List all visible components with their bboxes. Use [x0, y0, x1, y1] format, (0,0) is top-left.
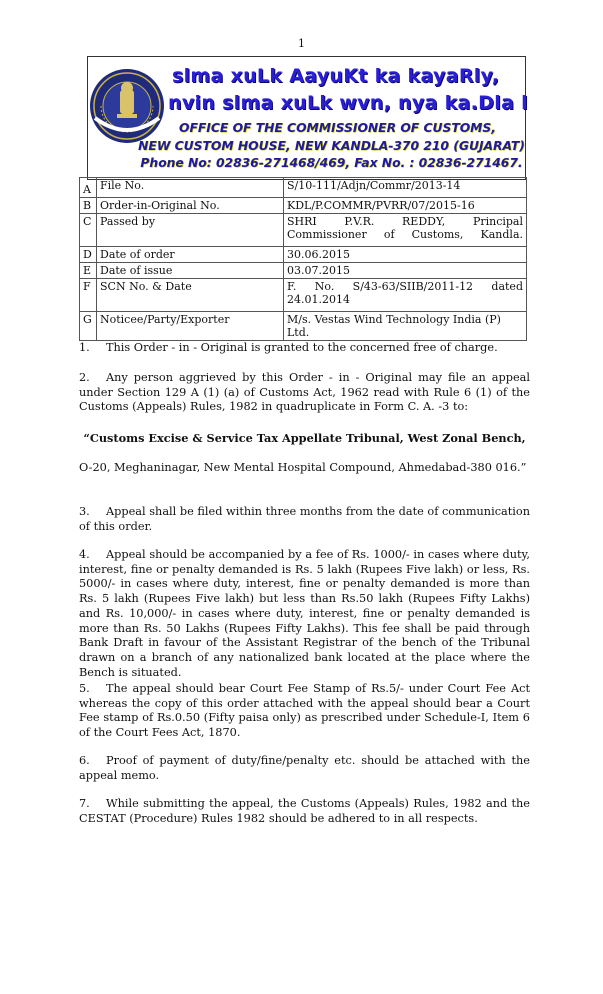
table-row	[80, 178, 527, 198]
paragraph-number: 1.	[79, 341, 90, 354]
header-hindi-line-2: nvin slma xuLk wvn, nya ka.Dla l	[168, 92, 528, 114]
paragraph-text: Proof of payment of duty/fine/penalty etc. should be attached with the appeal memo.	[79, 754, 530, 782]
table-row	[80, 247, 527, 263]
row-value: M/s. Vestas Wind Technology India (P) Ltd.	[284, 312, 527, 341]
row-letter: B	[80, 198, 97, 214]
paragraph-number: 5.	[79, 682, 90, 695]
row-label: Date of issue	[97, 263, 284, 279]
paragraph-number: 2.	[79, 371, 90, 384]
row-value: F. No. S/43-63/SIIB/2011-12 dated 24.01.2014	[284, 279, 527, 312]
paragraph-number: 7.	[79, 797, 90, 810]
office-phone: Phone No: 02836-271468/469, Fax No. : 02836-271467.	[140, 156, 523, 170]
table-row	[80, 214, 527, 247]
paragraph-text: Appeal should be accompanied by a fee of Rs. 1000/- in cases where duty, interest, fine or penalty demanded is Rs. 5 lakh (Rupees Five lakh) or less, Rs. 5000/- in cases where duty, interest, fine or penalty demanded is more than Rs. 5 lakh (Rupees Five lakh) but less than Rs.50 lakh (Rupees Fifty Lakhs) and Rs. 10,000/- in cases where duty, interest, fine or penalty demanded is more than Rs. 50 Lakhs (Rupees Fifty Lakhs). This fee shall be paid through Bank Draft in favour of the Assistant Registrar of the bench of the Tribunal drawn on a branch of any nationalized bank located at the place where the Bench is situated.	[79, 548, 530, 679]
paragraph-number: 4.	[79, 548, 90, 561]
row-letter: D	[80, 247, 97, 263]
row-letter: E	[80, 263, 97, 279]
paragraph-text: The appeal should bear Court Fee Stamp of Rs.5/- under Court Fee Act whereas the copy of this order attached with the appeal should bear a Court Fee stamp of Rs.0.50 (Fifty paisa only) as prescribed under Schedule-I, Item 6 of the Court Fees Act, 1870.	[79, 682, 530, 740]
office-title: OFFICE OF THE COMMISSIONER OF CUSTOMS,	[179, 121, 496, 135]
row-label: Order-in-Original No.	[97, 198, 284, 214]
row-value: 03.07.2015	[284, 263, 527, 279]
row-value: SHRI P.V.R. REDDY, Principal Commissioner of Customs, Kandla.	[284, 214, 527, 247]
row-value: S/10-111/Adjn/Commr/2013-14	[284, 178, 527, 198]
table-row	[80, 279, 527, 312]
paragraph-3	[79, 505, 530, 534]
row-label: Date of order	[97, 247, 284, 263]
paragraph-2	[79, 371, 530, 415]
paragraph-number: 6.	[79, 754, 90, 767]
row-label: File No.	[97, 178, 284, 198]
paragraph-number: 3.	[79, 505, 90, 518]
office-address: NEW CUSTOM HOUSE, NEW KANDLA-370 210 (GUJARAT)	[138, 139, 525, 153]
tribunal-bench-name: “Customs Excise & Service Tax Appellate Tribunal, West Zonal Bench,	[83, 431, 526, 445]
paragraph-4	[79, 548, 530, 680]
table-row	[80, 198, 527, 214]
table-row	[80, 263, 527, 279]
page-number: 1	[298, 37, 305, 50]
row-letter: F	[80, 279, 97, 312]
row-label: Passed by	[97, 214, 284, 247]
header-hindi-line-1: slma xuLk AayuKt ka kayaRly,	[172, 65, 500, 87]
paragraph-6	[79, 754, 530, 783]
paragraph-text: This Order - in - Original is granted to the concerned free of charge.	[106, 341, 498, 354]
paragraph-1	[79, 341, 530, 356]
row-letter: A	[80, 178, 97, 198]
tribunal-bench-address: O-20, Meghaninagar, New Mental Hospital Compound, Ahmedabad-380 016.”	[79, 461, 527, 474]
row-letter: C	[80, 214, 97, 247]
paragraph-text: Appeal shall be filed within three months from the date of communication of this order.	[79, 505, 530, 533]
row-value: 30.06.2015	[284, 247, 527, 263]
paragraph-5	[79, 682, 530, 741]
row-label: SCN No. & Date	[97, 279, 284, 312]
table-row	[80, 312, 527, 341]
order-info-table	[79, 177, 527, 341]
row-letter: G	[80, 312, 97, 341]
paragraph-text: While submitting the appeal, the Customs (Appeals) Rules, 1982 and the CESTAT (Procedure) Rules 1982 should be adhered to in all respects.	[79, 797, 530, 825]
row-label: Noticee/Party/Exporter	[97, 312, 284, 341]
row-value: KDL/P.COMMR/PVRR/07/2015-16	[284, 198, 527, 214]
paragraph-text: Any person aggrieved by this Order - in - Original may file an appeal under Section 129 A (1) (a) of Customs Act, 1962 read with Rule 6 (1) of the Customs (Appeals) Rules, 1982 in quadruplicate in Form C. A. -3 to:	[79, 371, 530, 414]
paragraph-7	[79, 797, 530, 826]
